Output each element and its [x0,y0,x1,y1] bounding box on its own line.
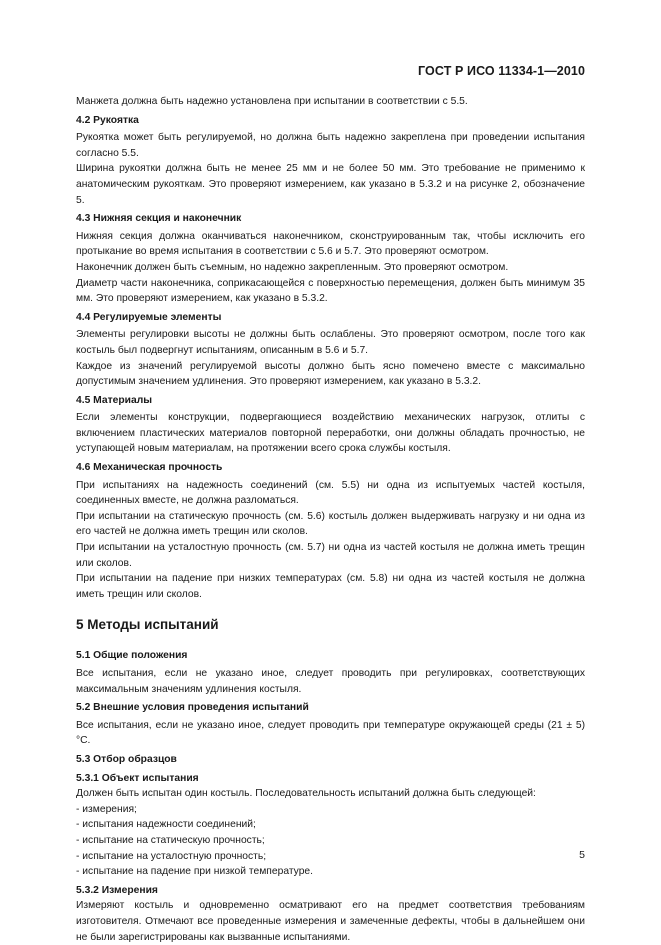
paragraph: Рукоятка может быть регулируемой, но должна быть надежно закреплена при проведении испытания согласно 5.5. [76,132,585,159]
section-heading: 5.2 Внешние условия проведения испытаний [76,702,309,714]
document-body [76,94,585,945]
paragraph: Диаметр части наконечника, соприкасающейся с поверхностью перемещения, должен быть минимум 35 мм. Это проверяют измерением, как указано в 5.3.2. [76,277,585,305]
page-number: 5 [579,849,585,861]
document-code: ГОСТ Р ИСО 11334-1—2010 [418,64,585,78]
list-item: - испытание на падение при низкой температуре. [76,866,314,878]
paragraph: Ширина рукоятки должна быть не менее 25 мм и не более 50 мм. Это требование не применимо к анатомическим рукояткам. Это проверяют измерением, как указано в 5.3.2 и на рисунке 2, обозначение 5. [76,163,585,206]
paragraph: Если элементы конструкции, подвергающиеся воздействию механических нагрузок, отлиты с включением пластических материалов повторной переработки, они должны обладать прочностью, не уступающей новым материалам, на протяжении всего срока службы костыля. [76,412,585,455]
paragraph: Все испытания, если не указано иное, следует проводить при температуре окружающей среды (21 ± 5) °С. [76,719,585,747]
section-heading: 4.3 Нижняя секция и наконечник [76,213,242,225]
list-item: - испытание на статическую прочность; [76,834,265,846]
section-heading: 4.5 Материалы [76,394,153,406]
section-heading: 4.6 Механическая прочность [76,462,223,474]
paragraph: Манжета должна быть надежно установлена при испытании в соответствии с 5.5. [76,96,468,107]
subsection-heading: 5.3.2 Измерения [76,884,158,896]
list-item: - измерения; [76,803,137,815]
paragraph: Каждое из значений регулируемой высоты должно быть ясно помечено вместе с максимально допустимым значением удлинения. Это проверяют измерением, как указано в 5.3.2. [76,360,585,388]
section-heading: 5.3 Отбор образцов [76,753,177,765]
section-heading: 4.2 Рукоятка [76,114,139,126]
paragraph: Элементы регулировки высоты не должны быть ослаблены. Это проверяют осмотром, после того как костыль был подвергнут испытаниям, описанным в 5.6 и 5.7. [76,329,585,356]
subsection-heading: 5.3.1 Объект испытания [76,772,199,784]
paragraph: Должен быть испытан один костыль. Последовательность испытаний должна быть следующей: [76,788,536,800]
list-item: - испытания надежности соединений; [76,819,256,831]
paragraph: Наконечник должен быть съемным, но надежно закрепленным. Это проверяют осмотром. [76,261,509,273]
paragraph: Все испытания, если не указано иное, следует проводить при регулировках, соответствующих максимальным значениям удлинения костыля. [76,668,585,695]
list-item: - испытание на усталостную прочность; [76,850,267,862]
paragraph: Измеряют костыль и одновременно осматривают его на предмет соответствия требованиям изготовителя. Отмечают все проведенные измерения и замеченные дефекты, чтобы в дальнейшем они не были зарегистрированы как вызванные испытаниями. [76,900,585,943]
paragraph: При испытании на статическую прочность (см. 5.6) костыль должен выдерживать нагрузку и ни одна из его частей не должна иметь трещин или сколов. [76,510,585,538]
chapter-heading: 5 Методы испытаний [76,617,219,633]
paragraph: Нижняя секция должна оканчиваться наконечником, сконструированным так, чтобы исключить его протыкание во время испытания в соответствии с 5.6 и 5.7. Это проверяют осмотром. [76,230,585,258]
paragraph: При испытаниях на надежность соединений (см. 5.5) ни одна из испытуемых частей костыля, соединенных вместе, не должна разломаться. [76,479,585,507]
paragraph: При испытании на усталостную прочность (см. 5.7) ни одна из частей костыля не должна иметь трещин или сколов. [76,542,585,569]
paragraph: При испытании на падение при низких температурах (см. 5.8) ни одна из частей костыля не должна иметь трещин или сколов. [76,573,585,600]
section-heading: 4.4 Регулируемые элементы [76,311,222,323]
section-heading: 5.1 Общие положения [76,650,188,662]
